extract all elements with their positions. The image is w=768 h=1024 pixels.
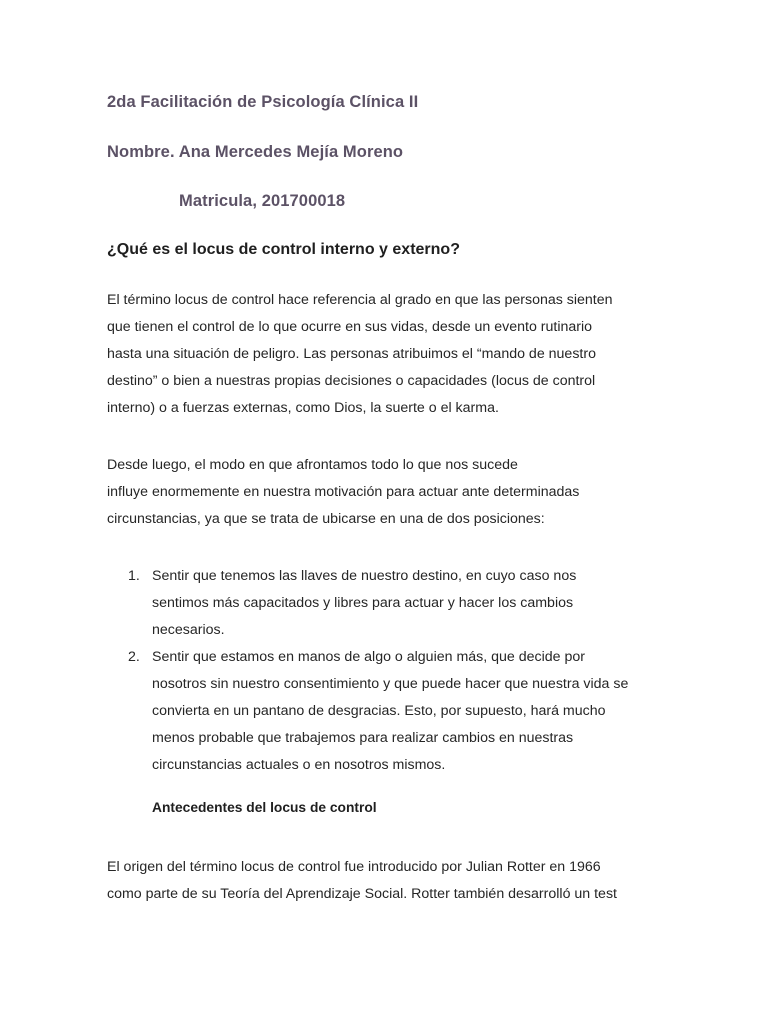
list-item-line: menos probable que trabajemos para realizar cambios en nuestras [152, 730, 574, 746]
paragraph-line: hasta una situación de peligro. Las personas atribuimos el “mando de nuestro [107, 346, 596, 362]
paragraph-line: El término locus de control hace referencia al grado en que las personas sienten [107, 292, 613, 308]
list-item-number: 1. [128, 568, 140, 584]
paragraph-origin [107, 854, 667, 908]
paragraph-line: El origen del término locus de control fue introducido por Julian Rotter en 1966 [107, 859, 601, 875]
paragraph-line: influye enormemente en nuestra motivación para actuar ante determinadas [107, 484, 580, 500]
list-item [107, 644, 687, 779]
list-item-line: circunstancias actuales o en nosotros mismos. [152, 757, 446, 773]
paragraph-line: como parte de su Teoría del Aprendizaje Social. Rotter también desarrolló un test [107, 886, 617, 902]
paragraph-motivation [107, 452, 667, 533]
list-item [107, 563, 687, 644]
list-item-line: Sentir que tenemos las llaves de nuestro destino, en cuyo caso nos [152, 568, 577, 584]
list-item-line: convierta en un pantano de desgracias. Esto, por supuesto, hará mucho [152, 703, 606, 719]
section-subheading: Antecedentes del locus de control [152, 800, 377, 815]
document-title: 2da Facilitación de Psicología Clínica II [107, 93, 419, 111]
question-heading: ¿Qué es el locus de control interno y externo? [107, 241, 460, 258]
paragraph-line: que tienen el control de lo que ocurre en sus vidas, desde un evento rutinario [107, 319, 593, 335]
list-item-line: necesarios. [152, 622, 225, 638]
student-matricula: Matricula, 201700018 [179, 192, 346, 210]
list-item-line: nosotros sin nuestro consentimiento y que puede hacer que nuestra vida se [152, 676, 629, 692]
student-name: Nombre. Ana Mercedes Mejía Moreno [107, 143, 404, 161]
list-item-line: sentimos más capacitados y libres para actuar y hacer los cambios [152, 595, 574, 611]
list-item-line: Sentir que estamos en manos de algo o alguien más, que decide por [152, 649, 585, 665]
paragraph-line: circunstancias, ya que se trata de ubicarse en una de dos posiciones: [107, 511, 545, 527]
paragraph-line: Desde luego, el modo en que afrontamos todo lo que nos sucede [107, 457, 518, 473]
paragraph-line: destino” o bien a nuestras propias decisiones o capacidades (locus de control [107, 373, 596, 389]
positions-list [107, 563, 687, 779]
list-item-number: 2. [128, 649, 140, 665]
paragraph-definition [107, 287, 667, 422]
paragraph-line: interno) o a fuerzas externas, como Dios, la suerte o el karma. [107, 400, 499, 416]
